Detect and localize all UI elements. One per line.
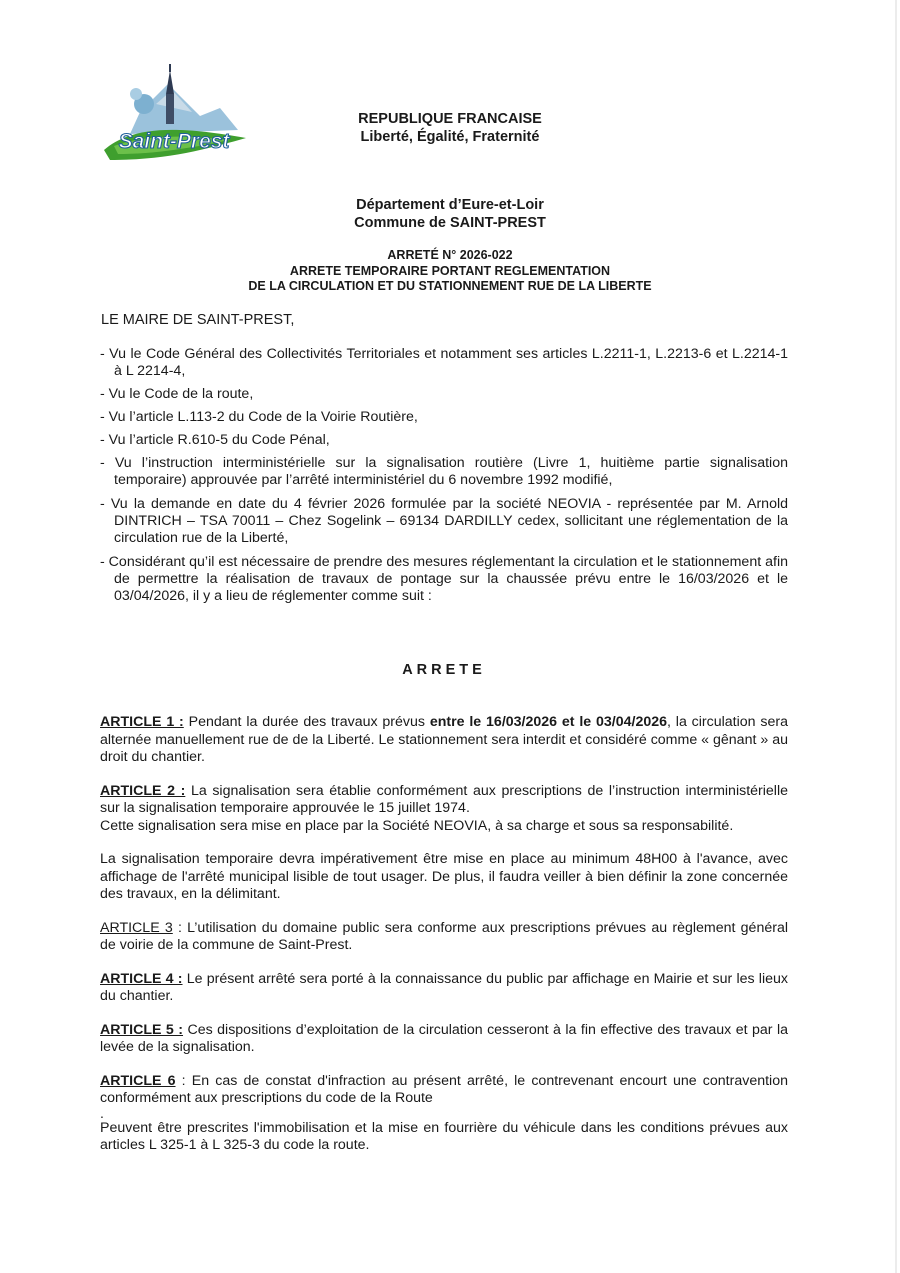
article-1-label: ARTICLE 1 : bbox=[100, 714, 184, 730]
article-2-paragraph: Cette signalisation sera mise en place par la Société NEOVIA, à sa charge et sous sa responsabilité. bbox=[100, 817, 734, 834]
republic-label: REPUBLIQUE FRANCAISE bbox=[358, 111, 542, 127]
article-2-label: ARTICLE 2 : bbox=[100, 782, 186, 799]
article-6-label: ARTICLE 6 bbox=[100, 1072, 176, 1089]
logo-text: Saint-Prest bbox=[118, 130, 230, 153]
vu-item: - Vu l’article R.610-5 du Code Pénal, bbox=[100, 432, 330, 448]
commune-header bbox=[0, 196, 900, 232]
article-1-text: Pendant la durée des travaux prévus bbox=[183, 714, 430, 730]
article-3-label: ARTICLE 3 bbox=[100, 919, 173, 936]
motto: Liberté, Égalité, Fraternité bbox=[360, 129, 540, 145]
article-3-text: : L’utilisation du domaine public sera conforme aux prescriptions prévues au règlement général de voirie de la commune de Saint-Prest. bbox=[100, 919, 788, 953]
articles bbox=[100, 714, 788, 1171]
arrete-header bbox=[0, 248, 900, 295]
department: Département d’Eure-et-Loir bbox=[356, 197, 544, 213]
commune: Commune de SAINT-PREST bbox=[354, 215, 546, 231]
mayor-line: LE MAIRE DE SAINT-PREST, bbox=[101, 312, 295, 328]
arrete-heading: ARRETE bbox=[402, 662, 486, 678]
vu-item: - Vu le Code de la route, bbox=[100, 386, 254, 402]
stray-dot: . bbox=[100, 1104, 104, 1121]
arrete-number: ARRETÉ N° 2026-022 bbox=[387, 248, 513, 262]
article-6-text: : En cas de constat d'infraction au présent arrêté, le contrevenant encourt une contravention conformément aux prescriptions du code de la Route bbox=[100, 1072, 788, 1106]
vu-item: - Vu l’instruction interministérielle sur la signalisation routière (Livre 1, huitième partie signalisation temporaire) approuvée par l’arrêté interministériel du 6 novembre 1992 modifié, bbox=[100, 455, 788, 488]
vu-item: - Vu l’article L.113-2 du Code de la Voirie Routière, bbox=[100, 409, 418, 425]
article-5-label: ARTICLE 5 : bbox=[100, 1021, 184, 1038]
article-2-text: La signalisation sera établie conformément aux prescriptions de l’instruction interministérielle sur la signalisation temporaire approuvée le 15 juillet 1974. bbox=[100, 782, 788, 816]
article-2-paragraph: La signalisation temporaire devra impérativement être mise en place au minimum 48H00 à l'avance, avec affichage de l'arrêté municipal lisible de tout usager. De plus, il faudra veiller à bien définir la zone concernée des travaux, en la délimitant. bbox=[100, 851, 788, 902]
arrete-title-line-2: DE LA CIRCULATION ET DU STATIONNEMENT RUE DE LA LIBERTE bbox=[248, 279, 652, 293]
article-4 bbox=[100, 971, 788, 1006]
vu-item: - Considérant qu’il est nécessaire de prendre des mesures réglementant la circulation et le stationnement afin de permettre la réalisation de travaux de pontage sur la chaussée prévu entre le 16/03/2026 et le 03/04/2026, il y a lieu de réglementer comme suit : bbox=[100, 554, 788, 604]
article-4-text: Le présent arrêté sera porté à la connaissance du public par affichage en Mairie et sur les lieux du chantier. bbox=[100, 970, 788, 1004]
article-2 bbox=[100, 783, 788, 818]
vu-item: - Vu la demande en date du 4 février 2026 formulée par la société NEOVIA - représentée par M. Arnold DINTRICH – TSA 70011 – Chez Sogelink – 69134 DARDILLY cedex, sollicitant une réglementation de la circulation rue de la Liberté, bbox=[100, 496, 788, 546]
arrete-title-line-1: ARRETE TEMPORAIRE PORTANT REGLEMENTATION bbox=[289, 263, 611, 278]
article-5 bbox=[100, 1022, 788, 1057]
article-1-text-end: , la circulation sera alternée manuellement rue de de la Liberté. Le stationnement sera interdit et considéré comme « gênant » au droit du chantier. bbox=[100, 714, 788, 765]
scan-edge bbox=[895, 0, 897, 1273]
article-1 bbox=[100, 714, 788, 767]
article-1-dates: entre le 16/03/2026 et le 03/04/2026 bbox=[429, 714, 668, 730]
article-4-label: ARTICLE 4 : bbox=[100, 970, 183, 987]
republic-header bbox=[0, 110, 900, 146]
article-5-text: Ces dispositions d’exploitation de la circulation cesseront à la fin effective des travaux et par la levée de la signalisation. bbox=[100, 1021, 788, 1055]
article-6-paragraph: Peuvent être prescrites l'immobilisation et la mise en fourrière du véhicule dans les conditions prévues aux articles L 325-1 à L 325-3 du code la route. bbox=[100, 1119, 788, 1153]
article-3 bbox=[100, 920, 788, 955]
vu-list bbox=[100, 346, 788, 611]
article-6 bbox=[100, 1073, 788, 1108]
vu-item: - Vu le Code Général des Collectivités Territoriales et notamment ses articles L.2211-1, L.2213-6 et L.2214-1 à L 2214-4, bbox=[100, 346, 788, 379]
